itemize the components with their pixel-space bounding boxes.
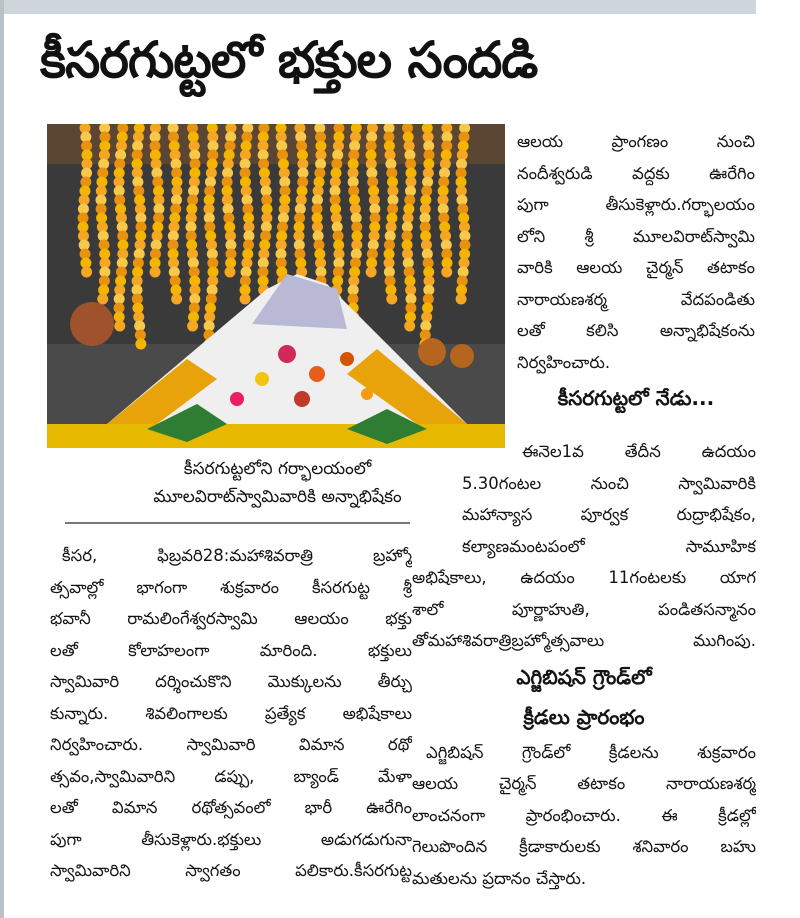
text-line: అభిషేకాలు, ఉదయం 11గంటలకు యాగ bbox=[412, 568, 756, 587]
left-border bbox=[0, 0, 4, 918]
top-bar bbox=[0, 0, 756, 14]
caption-line-2: మూలవిరాట్‌స్వామివారికి అన్నాభిషేకం bbox=[153, 487, 402, 507]
text-line: త్సవం,స్వామివారిని డప్పు, బ్యాండ్‌ మేళా bbox=[50, 766, 412, 786]
garland-flower bbox=[171, 294, 182, 305]
text-line: కున్నారు. శివలింగాలకు ప్రత్యేక అభిషేకాలు bbox=[50, 703, 412, 723]
garland-flower bbox=[240, 294, 251, 305]
subheading-today: కీసరగుట్టలో నేడు... bbox=[557, 386, 715, 410]
text-line: స్వామివారి దర్శించుకొని మొక్కులను తీర్చు bbox=[50, 672, 412, 691]
text-line: స్వామివారిని స్వాగతం పలికారు.కీసరగుట్ట bbox=[50, 861, 412, 880]
subheading-exhibition-2: క్రీడలు ప్రారంభం bbox=[523, 704, 645, 729]
garland-flower bbox=[224, 267, 235, 278]
text-line: పుగా తీసుకెళ్లారు.భక్తులు అడుగడుగునా bbox=[50, 829, 412, 849]
garland-flower bbox=[386, 294, 397, 305]
text-line: లతో కలిసి అన్నాభిషేకంను bbox=[517, 321, 755, 340]
left-column bbox=[50, 540, 412, 887]
text-line: కీసర, ఫిబ్రవరి28:మహాశివరాత్రి బ్రహ్మో bbox=[62, 546, 412, 565]
subheading-exhibition-1: ఎగ్జిబిషన్‌ గ్రౌండ్‌లో bbox=[516, 664, 652, 689]
garland-flower bbox=[150, 267, 161, 278]
right-column-top bbox=[517, 126, 755, 420]
text-line: తోమహాశివరాత్రిబ్రహ్మోత్సవాలు ముగింపు. bbox=[412, 631, 756, 650]
text-line: లాంచనంగా ప్రారంభించారు. ఈ క్రీడల్లో bbox=[412, 805, 756, 825]
text-line: త్సవాల్లో భాగంగా శుక్రవారం కీసరగుట్ట శ్రీ bbox=[50, 577, 412, 597]
text-line: వారికి ఆలయ చైర్మన్‌ తటాకం bbox=[517, 258, 755, 277]
text-line: మతులను ప్రదానం చేస్తారు. bbox=[412, 868, 587, 888]
text-line: ఎగ్జిబిషన్‌ గ్రౌండ్‌లో క్రీడలను శుక్రవారం bbox=[426, 742, 756, 762]
temple-photo bbox=[47, 124, 505, 448]
text-line: నిర్వహించారు. bbox=[517, 352, 611, 372]
garland-flower bbox=[366, 267, 377, 278]
text-line: గెలుపొందిన క్రీడాకారులకు శనివారం బహు bbox=[412, 837, 756, 856]
garland-flower bbox=[456, 294, 467, 305]
garland-flower bbox=[404, 321, 415, 332]
text-line: మహాన్యాస పూర్వక రుద్రాభిషేకం, bbox=[462, 505, 756, 524]
text-line: ఈనెల1వ తేదీన ఉదయం bbox=[522, 442, 756, 461]
garland-flower bbox=[114, 321, 125, 332]
caption-line-1: కీసరగుట్టలోని గర్భాలయంలో bbox=[183, 459, 372, 479]
text-line: శాలో పూర్ణాహుతి, పండితసన్మానం bbox=[412, 599, 756, 619]
garland-flower bbox=[135, 339, 146, 350]
right-column-bottom bbox=[412, 436, 756, 894]
text-line: నందీశ్వరుడి వద్దకు ఊరేగిం bbox=[517, 163, 755, 183]
text-line: ఆలయ ప్రాంగణం నుంచి bbox=[517, 132, 755, 151]
text-line: లతో విమాన రథోత్సవంలో భారీ ఊరేగిం bbox=[50, 798, 412, 817]
text-line: భవానీ రామలింగేశ్వరస్వామి ఆలయం భక్తు bbox=[50, 609, 412, 628]
garland-flower bbox=[441, 267, 452, 278]
text-line: కల్యాణమంటపంలో సామూహిక bbox=[462, 536, 756, 556]
text-line: నారాయణశర్మ వేదపండితు bbox=[517, 289, 755, 309]
headline: కీసరగుట్టలో భక్తుల సందడి bbox=[40, 31, 538, 89]
garland-flower bbox=[187, 321, 198, 332]
caption-divider bbox=[65, 522, 410, 524]
text-line: పుగా తీసుకెళ్లారు.గర్భాలయం bbox=[517, 195, 755, 214]
temple-photo-icon bbox=[47, 124, 505, 448]
garland-flower bbox=[81, 267, 92, 278]
text-line: లోని శ్రీ మూలవిరాట్‌స్వామి bbox=[517, 226, 755, 246]
garland-flower bbox=[97, 294, 108, 305]
text-line: ఆలయ చైర్మన్‌ తటాకం నారాయణశర్మ bbox=[412, 774, 756, 793]
text-line: లతో కోలాహలంగా మారింది. భక్తులు bbox=[50, 640, 412, 660]
text-line: 5.30గంటల నుంచి స్వామివారికి bbox=[462, 473, 756, 493]
text-line: నిర్వహించారు. స్వామివారి విమాన రథో bbox=[50, 735, 412, 754]
